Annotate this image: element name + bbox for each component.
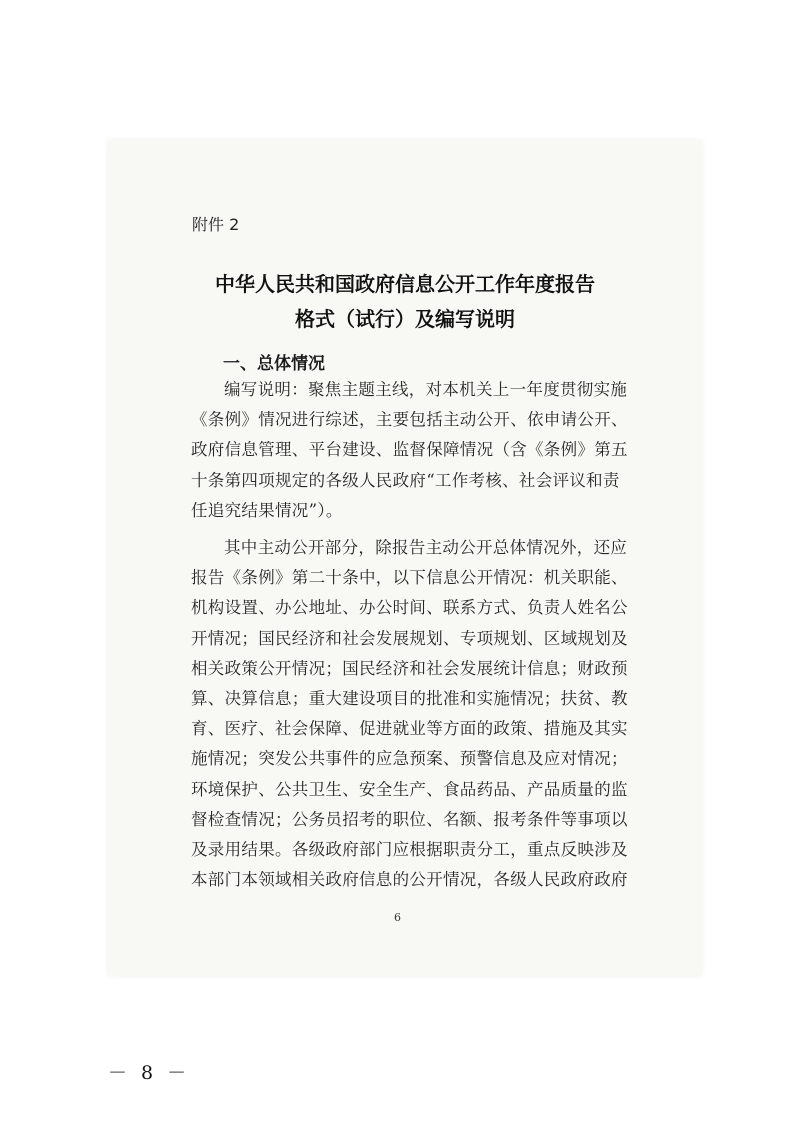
paragraph-line: 机构设置、办公地址、办公时间、联系方式、负责人姓名公 bbox=[191, 598, 628, 618]
inner-page-number: 6 bbox=[394, 911, 401, 924]
document-title-line-1: 中华人民共和国政府信息公开工作年度报告 bbox=[215, 272, 595, 296]
paragraph-line: 本部门本领域相关政府信息的公开情况，各级人民政府政府 bbox=[191, 870, 628, 890]
paragraph-line: 编写说明：聚焦主题主线，对本机关上一年度贯彻实施 bbox=[224, 380, 628, 399]
paragraph-writing-instructions bbox=[191, 375, 631, 526]
page-number: － 8 － bbox=[108, 1062, 191, 1084]
document-title-line-2: 格式（试行）及编写说明 bbox=[295, 307, 515, 331]
paragraph-line: 施情况；突发公共事件的应急预案、预警信息及应对情况； bbox=[191, 749, 628, 769]
paragraph-line: 政府信息管理、平台建设、监督保障情况（含《条例》第五 bbox=[191, 440, 628, 460]
paragraph-line: 报告《条例》第二十条中，以下信息公开情况：机关职能、 bbox=[191, 568, 628, 588]
paragraph-line: 任追究结果情况”）。 bbox=[191, 500, 343, 520]
paragraph-line: 相关政策公开情况；国民经济和社会发展统计信息；财政预 bbox=[191, 658, 628, 678]
paragraph-line: 《条例》情况进行综述，主要包括主动公开、依申请公开、 bbox=[191, 410, 628, 430]
paragraph-line: 十条第四项规定的各级人民政府“工作考核、社会评议和责 bbox=[191, 470, 620, 490]
paragraph-line: 开情况；国民经济和社会发展规划、专项规划、区域规划及 bbox=[191, 628, 628, 648]
paragraph-line: 督检查情况；公务员招考的职位、名额、报考条件等事项以 bbox=[191, 809, 628, 829]
paragraph-line: 其中主动公开部分，除报告主动公开总体情况外，还应 bbox=[224, 538, 628, 557]
paragraph-line: 及录用结果。各级政府部门应根据职责分工，重点反映涉及 bbox=[191, 840, 628, 860]
attachment-label: 附件 2 bbox=[192, 215, 240, 234]
paragraph-line: 环境保护、公共卫生、安全生产、食品药品、产品质量的监 bbox=[191, 779, 628, 799]
paragraph-active-disclosure bbox=[191, 533, 631, 895]
paragraph-line: 育、医疗、社会保障、促进就业等方面的政策、措施及其实 bbox=[191, 719, 628, 739]
paragraph-line: 算、决算信息；重大建设项目的批准和实施情况；扶贫、教 bbox=[191, 689, 628, 709]
section-heading: 一、总体情况 bbox=[223, 354, 325, 374]
